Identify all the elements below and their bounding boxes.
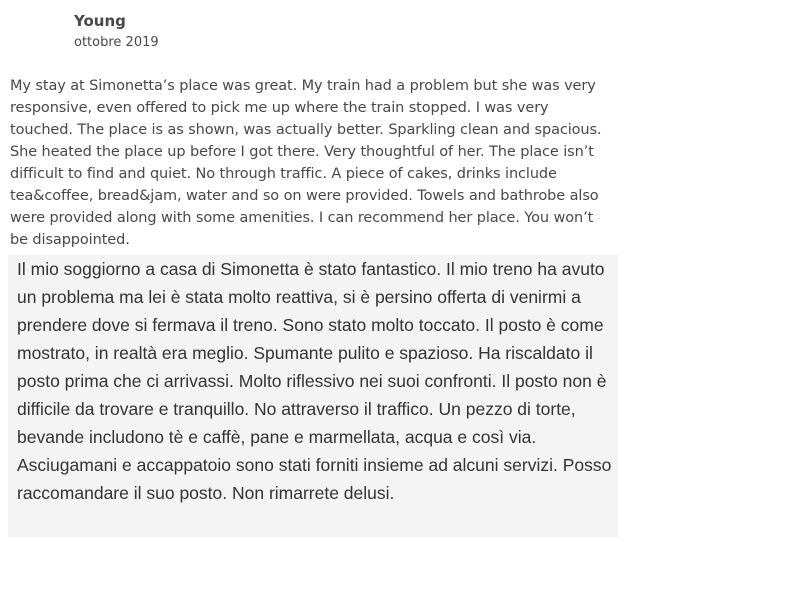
translation-box (8, 255, 618, 537)
review-text: My stay at Simonetta’s place was great. My train had a problem but she was very responsive, even offered to pick me up where the train stopped. I was very touched. The place is as shown, was actually better. Sparkling clean and spacious. She heated the place up before I got there. Very thoughtful of her. The place isn’t difficult to find and quiet. No through traffic. A piece of cakes, drinks include tea&coffee, bread&jam, water and so on were provided. Towels and bathrobe also were provided along with some amenities. I can recommend her place. You won’t be disappointed. (10, 78, 602, 248)
reviewer-name[interactable]: Young (74, 12, 126, 30)
review-date: ottobre 2019 (74, 35, 159, 50)
translation-text: Il mio soggiorno a casa di Simonetta è stato fantastico. Il mio treno ha avuto un problema ma lei è stata molto reattiva, si è persino offerta di venirmi a prendere dove si fermava il treno. Sono stato molto toccato. Il posto è come mostrato, in realtà era meglio. Spumante pulito e spazioso. Ha riscaldato il posto prima che ci arrivassi. Molto riflessivo nei suoi confronti. Il posto non è difficile da trovare e tranquillo. No attraverso il traffico. Un pezzo di torte, bevande includono tè e caffè, pane e marmellata, acqua e così via. Asciugamani e accappatoio sono stati forniti insieme ad alcuni servizi. Posso raccomandare il suo posto. Non rimarrete delusi. (17, 259, 612, 503)
